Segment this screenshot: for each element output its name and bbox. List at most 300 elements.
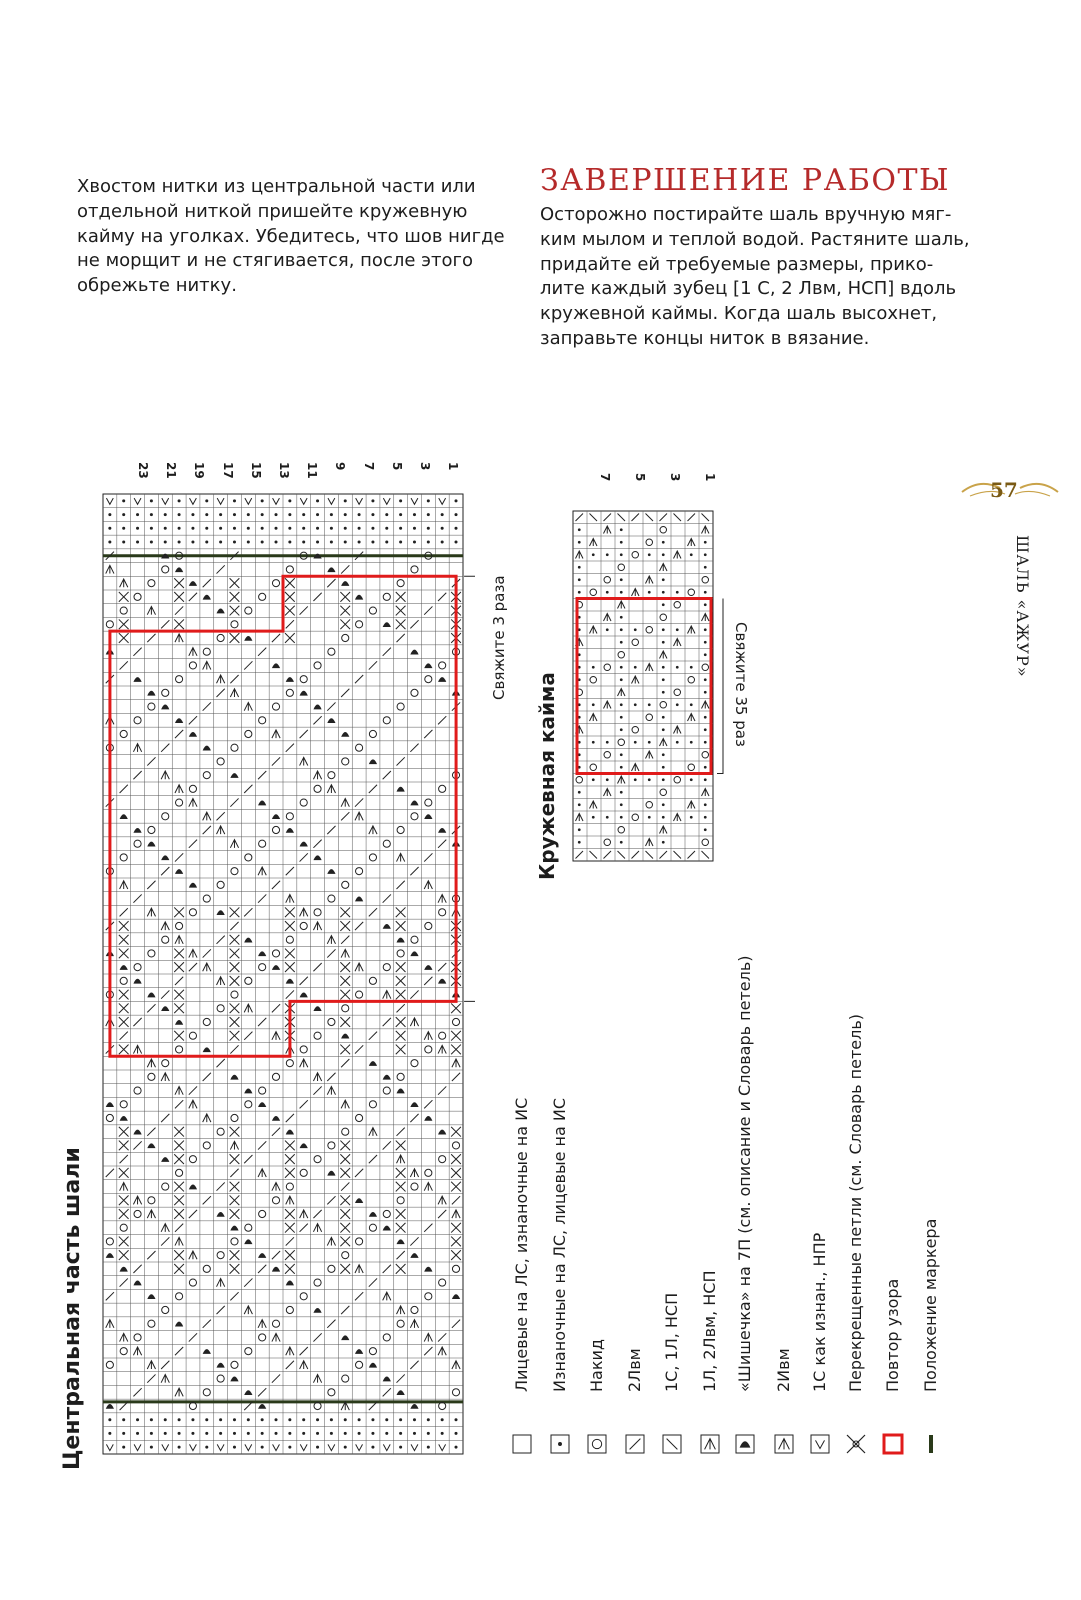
dot-icon bbox=[275, 1418, 278, 1421]
right-paragraph bbox=[540, 203, 970, 352]
dot-icon bbox=[316, 1418, 319, 1421]
border-repeat-label: Свяжите 35 раз bbox=[732, 622, 750, 747]
dot-icon bbox=[178, 527, 181, 530]
dot-icon bbox=[620, 803, 623, 806]
dot-icon bbox=[441, 513, 444, 516]
dot-icon bbox=[358, 540, 361, 543]
dot-icon bbox=[662, 778, 665, 781]
dot-icon bbox=[620, 578, 623, 581]
dot-icon bbox=[164, 540, 167, 543]
dot-icon bbox=[275, 540, 278, 543]
center-repeat-label: Свяжите 3 раза bbox=[490, 575, 508, 700]
legend-label: 1Л, 2Лвм, НСП bbox=[700, 1270, 719, 1392]
dot-icon bbox=[358, 513, 361, 516]
dot-icon bbox=[704, 716, 707, 719]
dot-icon bbox=[704, 778, 707, 781]
dot-icon bbox=[302, 513, 305, 516]
dot-icon bbox=[385, 1432, 388, 1435]
marker-icon bbox=[919, 1430, 943, 1458]
row-number: 21 bbox=[164, 462, 179, 479]
dot-icon bbox=[634, 778, 637, 781]
dot-icon bbox=[704, 541, 707, 544]
dot-icon bbox=[136, 1418, 139, 1421]
dot-icon bbox=[191, 1432, 194, 1435]
dot-icon bbox=[371, 540, 374, 543]
dot-icon bbox=[164, 1418, 167, 1421]
border-chart bbox=[565, 505, 725, 885]
bobble-icon bbox=[733, 1430, 757, 1458]
left-paragraph-line: Хвостом нитки из центральной части или bbox=[77, 176, 476, 197]
dot-icon bbox=[233, 499, 236, 502]
dot-icon bbox=[275, 1432, 278, 1435]
dot-icon bbox=[316, 540, 319, 543]
dot-icon bbox=[150, 527, 153, 530]
dot-icon bbox=[219, 1418, 222, 1421]
dot-icon bbox=[662, 641, 665, 644]
dot-icon bbox=[150, 513, 153, 516]
dot-icon bbox=[205, 499, 208, 502]
legend-label: 1С как изнан., НПР bbox=[810, 1232, 829, 1392]
legend-label: 2Ивм bbox=[774, 1348, 793, 1392]
dot-icon bbox=[662, 678, 665, 681]
dot-icon bbox=[150, 540, 153, 543]
dot-icon bbox=[261, 1446, 264, 1449]
dot-icon bbox=[606, 591, 609, 594]
dot-icon bbox=[620, 816, 623, 819]
dot-icon bbox=[578, 828, 581, 831]
legend-label: 2Лвм bbox=[625, 1348, 644, 1392]
row-number: 15 bbox=[248, 462, 263, 479]
left-paragraph-line: не морщит и не стягивается, после этого bbox=[77, 250, 473, 272]
dot-icon bbox=[455, 1446, 458, 1449]
dot-icon bbox=[288, 499, 291, 502]
dot-icon bbox=[178, 540, 181, 543]
dot-icon bbox=[122, 540, 125, 543]
dot-icon bbox=[620, 641, 623, 644]
dot-icon bbox=[704, 591, 707, 594]
dot-icon bbox=[219, 540, 222, 543]
dot-icon bbox=[205, 540, 208, 543]
dot-icon bbox=[219, 513, 222, 516]
dot-icon bbox=[261, 540, 264, 543]
dot-icon bbox=[455, 1432, 458, 1435]
dot-icon bbox=[136, 540, 139, 543]
legend-label: 1С, 1Л, НСП bbox=[662, 1292, 681, 1392]
dot-icon bbox=[344, 513, 347, 516]
dot-icon bbox=[634, 666, 637, 669]
dot-icon bbox=[122, 1432, 125, 1435]
dot-icon bbox=[261, 513, 264, 516]
dot-icon bbox=[164, 1432, 167, 1435]
dot-icon bbox=[578, 803, 581, 806]
dot-icon bbox=[578, 541, 581, 544]
blank-square-icon bbox=[510, 1430, 534, 1458]
row-number: 9 bbox=[333, 462, 348, 471]
dot-icon bbox=[690, 553, 693, 556]
dot-icon bbox=[620, 528, 623, 531]
center-repeat-bracket bbox=[464, 576, 475, 1001]
legend-label: Повтор узора bbox=[883, 1278, 902, 1392]
left-paragraph-line: отдельной ниткой пришейте кружевную bbox=[77, 200, 468, 222]
legend-label: Накид bbox=[587, 1339, 606, 1392]
dot-icon bbox=[302, 540, 305, 543]
dot-icon bbox=[371, 1446, 374, 1449]
right-paragraph-line: лите каждый зубец [1 С, 2 Лвм, НСП] вдоль bbox=[540, 278, 957, 300]
dot-icon bbox=[371, 1418, 374, 1421]
dot-icon bbox=[122, 1418, 125, 1421]
dot-icon bbox=[344, 499, 347, 502]
dot-icon bbox=[358, 1418, 361, 1421]
slash-left-icon bbox=[660, 1430, 684, 1458]
dot-icon bbox=[662, 728, 665, 731]
row-number: 11 bbox=[305, 462, 320, 479]
dot-icon bbox=[704, 728, 707, 731]
center-chart-title: Центральная часть шали bbox=[60, 1147, 85, 1470]
dot-icon bbox=[455, 527, 458, 530]
dot-icon bbox=[427, 540, 430, 543]
row-number: 13 bbox=[277, 462, 291, 479]
dot-icon bbox=[662, 841, 665, 844]
row-number: 23 bbox=[136, 462, 150, 479]
dot-icon bbox=[330, 1432, 333, 1435]
dot-icon bbox=[704, 566, 707, 569]
dot-icon bbox=[648, 553, 651, 556]
dot-icon bbox=[233, 1418, 236, 1421]
dot-icon bbox=[288, 527, 291, 530]
dot-icon bbox=[344, 1418, 347, 1421]
row-number: 19 bbox=[192, 462, 207, 479]
dot-icon bbox=[178, 513, 181, 516]
row-number: 3 bbox=[668, 473, 682, 482]
legend-label: Изнаночные на ЛС, лицевые на ИС bbox=[550, 1097, 569, 1392]
dot-icon bbox=[288, 1418, 291, 1421]
dot-icon bbox=[413, 527, 416, 530]
dot-icon bbox=[662, 578, 665, 581]
dot-icon bbox=[261, 1432, 264, 1435]
dot-icon bbox=[385, 527, 388, 530]
dot-icon bbox=[662, 691, 665, 694]
dot-icon bbox=[620, 841, 623, 844]
dot-icon bbox=[344, 1432, 347, 1435]
dot-icon bbox=[620, 791, 623, 794]
dot-icon bbox=[676, 628, 679, 631]
dot-icon bbox=[371, 499, 374, 502]
section-heading: ЗАВЕРШЕНИЕ РАБОТЫ bbox=[540, 163, 951, 198]
dot-icon bbox=[178, 499, 181, 502]
dot-icon bbox=[704, 553, 707, 556]
dot-icon bbox=[662, 766, 665, 769]
dot-icon bbox=[578, 841, 581, 844]
dot-icon bbox=[441, 1432, 444, 1435]
dot-icon bbox=[288, 1446, 291, 1449]
dot-icon bbox=[122, 499, 125, 502]
dot-icon bbox=[620, 766, 623, 769]
dot-icon bbox=[205, 1446, 208, 1449]
dot-icon bbox=[205, 1432, 208, 1435]
dot-icon bbox=[690, 666, 693, 669]
dot-icon bbox=[427, 1446, 430, 1449]
dot-icon bbox=[122, 1446, 125, 1449]
dot-icon bbox=[620, 591, 623, 594]
dot-icon bbox=[690, 703, 693, 706]
dot-icon bbox=[413, 1418, 416, 1421]
dot-icon bbox=[427, 499, 430, 502]
dot-icon bbox=[136, 513, 139, 516]
dot-icon bbox=[455, 540, 458, 543]
dot-icon bbox=[344, 1446, 347, 1449]
dot-square-icon bbox=[548, 1430, 572, 1458]
row-number: 5 bbox=[633, 473, 647, 482]
dot-icon bbox=[316, 513, 319, 516]
dot-icon bbox=[316, 527, 319, 530]
dot-icon bbox=[704, 603, 707, 606]
dot-icon bbox=[578, 578, 581, 581]
legend-label: Перекрещенные петли (см. Словарь петель) bbox=[846, 1013, 865, 1392]
dot-icon bbox=[399, 1446, 402, 1449]
dot-icon bbox=[578, 566, 581, 569]
dot-icon bbox=[316, 1446, 319, 1449]
dot-icon bbox=[620, 716, 623, 719]
dot-icon bbox=[662, 803, 665, 806]
dot-icon bbox=[578, 791, 581, 794]
dot-icon bbox=[620, 628, 623, 631]
dot-icon bbox=[399, 527, 402, 530]
dot-icon bbox=[690, 778, 693, 781]
dot-icon bbox=[122, 527, 125, 530]
dot-icon bbox=[344, 527, 347, 530]
dot-icon bbox=[662, 591, 665, 594]
dot-icon bbox=[316, 499, 319, 502]
dot-icon bbox=[578, 591, 581, 594]
dot-icon bbox=[358, 527, 361, 530]
dot-icon bbox=[399, 513, 402, 516]
dot-icon bbox=[704, 803, 707, 806]
dot-icon bbox=[441, 527, 444, 530]
dot-icon bbox=[704, 653, 707, 656]
dot-icon bbox=[150, 1446, 153, 1449]
dot-icon bbox=[427, 1418, 430, 1421]
dot-icon bbox=[704, 628, 707, 631]
dot-icon bbox=[136, 1432, 139, 1435]
dot-icon bbox=[191, 513, 194, 516]
dot-icon bbox=[662, 541, 665, 544]
dot-icon bbox=[288, 513, 291, 516]
dot-icon bbox=[427, 1432, 430, 1435]
dot-icon bbox=[592, 703, 595, 706]
running-head: ШАЛЬ «АЖУР» bbox=[1013, 535, 1032, 678]
dot-icon bbox=[108, 1432, 111, 1435]
dot-icon bbox=[690, 741, 693, 744]
dot-icon bbox=[385, 1418, 388, 1421]
dot-icon bbox=[150, 499, 153, 502]
dot-icon bbox=[620, 541, 623, 544]
border-chart-title: Кружевная кайма bbox=[535, 672, 559, 880]
dot-icon bbox=[288, 540, 291, 543]
dot-icon bbox=[150, 1418, 153, 1421]
dot-icon bbox=[330, 540, 333, 543]
left-paragraph-line: кайму на уголках. Убедитесь, что шов нигде bbox=[77, 225, 505, 247]
dot-icon bbox=[219, 1432, 222, 1435]
dot-icon bbox=[164, 527, 167, 530]
left-paragraph bbox=[77, 175, 505, 299]
right-paragraph-line: Осторожно постирайте шаль вручную мяг- bbox=[540, 204, 952, 225]
dot-icon bbox=[302, 527, 305, 530]
dot-icon bbox=[108, 1418, 111, 1421]
dot-icon bbox=[247, 540, 250, 543]
dot-icon bbox=[233, 540, 236, 543]
dot-icon bbox=[427, 527, 430, 530]
dot-icon bbox=[620, 753, 623, 756]
dot-icon bbox=[620, 703, 623, 706]
dot-icon bbox=[606, 778, 609, 781]
dot-icon bbox=[191, 527, 194, 530]
dot-icon bbox=[247, 1418, 250, 1421]
dot-icon bbox=[385, 540, 388, 543]
dot-icon bbox=[704, 691, 707, 694]
dot-icon bbox=[302, 1432, 305, 1435]
right-paragraph-line: заправьте концы ниток в вязание. bbox=[540, 327, 870, 349]
dot-icon bbox=[178, 1418, 181, 1421]
border-repeat-bracket bbox=[717, 599, 723, 774]
dot-icon bbox=[247, 527, 250, 530]
row-number: 1 bbox=[446, 462, 461, 471]
dot-icon bbox=[648, 816, 651, 819]
dot-icon bbox=[634, 628, 637, 631]
dot-icon bbox=[676, 666, 679, 669]
dot-icon bbox=[399, 1418, 402, 1421]
dot-icon bbox=[108, 513, 111, 516]
left-paragraph-line: обрежьте нитку. bbox=[77, 275, 237, 297]
dot-icon bbox=[634, 703, 637, 706]
dot-icon bbox=[205, 527, 208, 530]
dot-icon bbox=[191, 540, 194, 543]
dot-icon bbox=[164, 513, 167, 516]
legend-label: «Шишечка» на 7П (см. описание и Словарь петель) bbox=[735, 955, 754, 1392]
dot-icon bbox=[441, 1418, 444, 1421]
dot-icon bbox=[704, 766, 707, 769]
dot-icon bbox=[662, 666, 665, 669]
dot-icon bbox=[704, 641, 707, 644]
dot-icon bbox=[676, 741, 679, 744]
right-paragraph-line: кружевной каймы. Когда шаль высохнет, bbox=[540, 303, 938, 325]
dot-icon bbox=[662, 816, 665, 819]
dot-icon bbox=[413, 1432, 416, 1435]
purl-decrease-icon bbox=[772, 1430, 796, 1458]
dot-icon bbox=[316, 1432, 319, 1435]
row-number: 3 bbox=[418, 462, 432, 471]
dot-icon bbox=[275, 513, 278, 516]
yarn-over-icon bbox=[585, 1430, 609, 1458]
dot-icon bbox=[108, 540, 111, 543]
repeat-box-icon bbox=[881, 1430, 905, 1458]
dot-icon bbox=[122, 513, 125, 516]
dot-icon bbox=[620, 553, 623, 556]
row-number: 17 bbox=[220, 462, 235, 479]
dot-icon bbox=[620, 666, 623, 669]
dot-icon bbox=[288, 1432, 291, 1435]
dot-icon bbox=[606, 628, 609, 631]
center-chart bbox=[95, 490, 475, 1470]
dot-icon bbox=[427, 513, 430, 516]
dot-icon bbox=[371, 1432, 374, 1435]
slip-icon bbox=[808, 1430, 832, 1458]
dot-icon bbox=[620, 728, 623, 731]
dot-icon bbox=[399, 1432, 402, 1435]
dot-icon bbox=[558, 1442, 562, 1446]
dot-icon bbox=[233, 513, 236, 516]
dot-icon bbox=[205, 1418, 208, 1421]
cable-cross-icon bbox=[844, 1430, 868, 1458]
row-number: 5 bbox=[389, 462, 404, 471]
dot-icon bbox=[455, 513, 458, 516]
dot-icon bbox=[592, 666, 595, 669]
dot-icon bbox=[178, 1432, 181, 1435]
dot-icon bbox=[330, 513, 333, 516]
dot-icon bbox=[441, 540, 444, 543]
dot-icon bbox=[455, 1418, 458, 1421]
slash-right-icon bbox=[623, 1430, 647, 1458]
legend-label: Лицевые на ЛС, изнаночные на ИС bbox=[512, 1097, 531, 1392]
dot-icon bbox=[136, 527, 139, 530]
dot-icon bbox=[233, 1432, 236, 1435]
dot-icon bbox=[330, 527, 333, 530]
dot-icon bbox=[648, 741, 651, 744]
dot-icon bbox=[150, 1432, 153, 1435]
dot-icon bbox=[648, 703, 651, 706]
right-paragraph-line: придайте ей требуемые размеры, прико- bbox=[540, 253, 934, 275]
dot-icon bbox=[662, 753, 665, 756]
dot-icon bbox=[676, 591, 679, 594]
dot-icon bbox=[690, 816, 693, 819]
dot-icon bbox=[233, 1446, 236, 1449]
dot-icon bbox=[275, 527, 278, 530]
right-paragraph-line: ким мылом и теплой водой. Растяните шаль, bbox=[540, 228, 970, 250]
dot-icon bbox=[191, 1418, 194, 1421]
page-number: 57 bbox=[990, 478, 1018, 502]
dot-icon bbox=[578, 528, 581, 531]
dot-icon bbox=[399, 499, 402, 502]
dot-icon bbox=[247, 513, 250, 516]
dot-icon bbox=[620, 678, 623, 681]
dot-icon bbox=[676, 703, 679, 706]
dot-icon bbox=[413, 513, 416, 516]
dot-icon bbox=[620, 616, 623, 619]
dot-icon bbox=[219, 527, 222, 530]
triple-decrease-icon bbox=[698, 1430, 722, 1458]
dot-icon bbox=[704, 741, 707, 744]
dot-icon bbox=[662, 716, 665, 719]
dot-icon bbox=[261, 1418, 264, 1421]
dot-icon bbox=[371, 527, 374, 530]
row-number: 1 bbox=[703, 473, 717, 482]
dot-icon bbox=[634, 741, 637, 744]
dot-icon bbox=[704, 828, 707, 831]
dot-icon bbox=[371, 513, 374, 516]
dot-icon bbox=[330, 1418, 333, 1421]
dot-icon bbox=[648, 591, 651, 594]
dot-icon bbox=[606, 553, 609, 556]
dot-icon bbox=[704, 816, 707, 819]
dot-icon bbox=[205, 513, 208, 516]
dot-icon bbox=[592, 553, 595, 556]
dot-icon bbox=[662, 603, 665, 606]
dot-icon bbox=[662, 553, 665, 556]
dot-icon bbox=[455, 499, 458, 502]
dot-icon bbox=[592, 816, 595, 819]
dot-icon bbox=[662, 628, 665, 631]
dot-icon bbox=[261, 499, 264, 502]
dot-icon bbox=[592, 741, 595, 744]
